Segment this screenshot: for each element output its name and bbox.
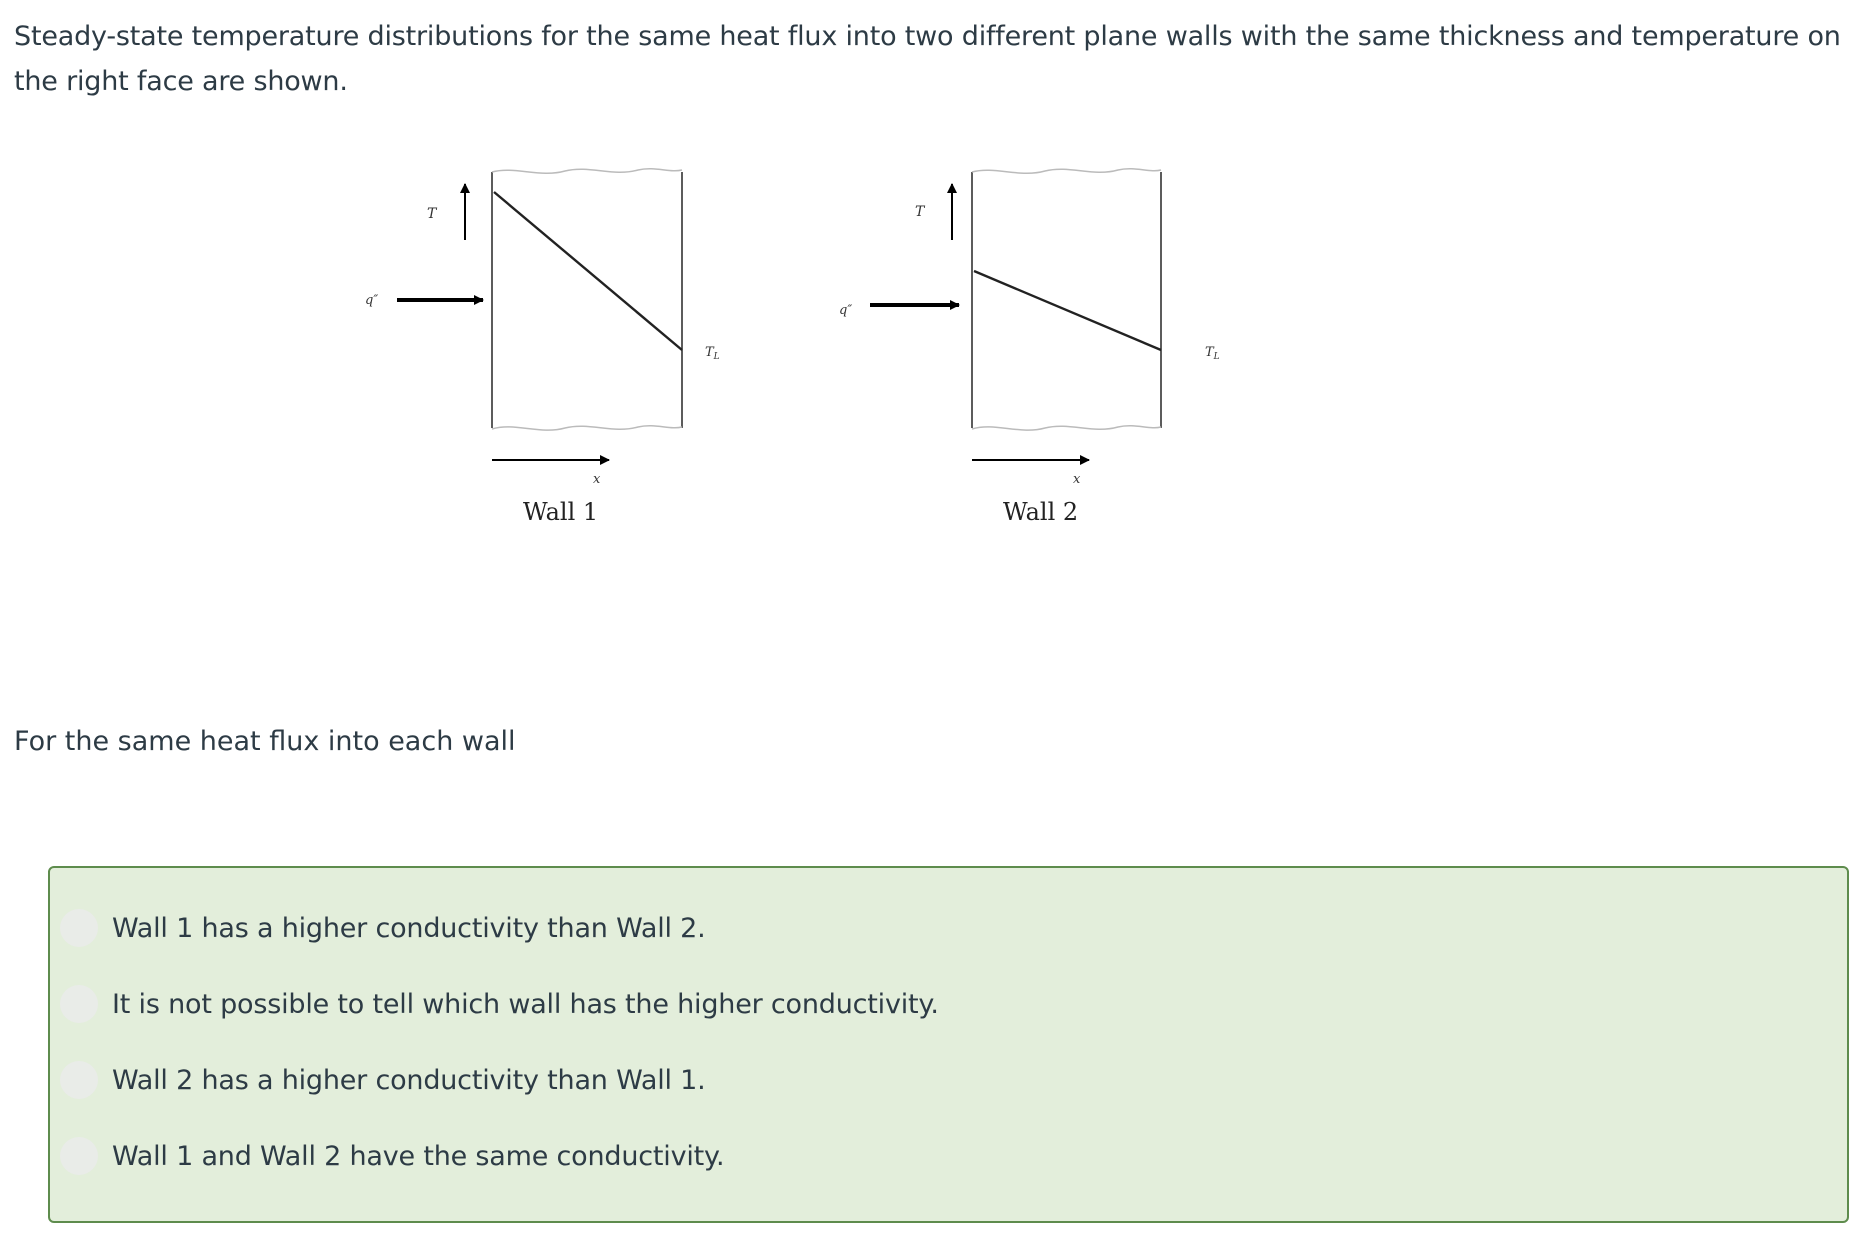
- wall-1-caption: Wall 1: [523, 498, 599, 526]
- wall-2-x-axis-label: x: [1073, 472, 1081, 487]
- wall-1-temperature-profile: [494, 192, 682, 350]
- wall-2-temperature-profile: [974, 271, 1161, 350]
- question-text: Steady-state temperature distributions for the same heat flux into two different plane walls with the same thickness and temperature on the right face are shown.: [14, 21, 1841, 97]
- answer-option-2-label[interactable]: It is not possible to tell which wall has the higher conductivity.: [112, 988, 939, 1020]
- wall-2-top-break: [972, 169, 1161, 174]
- wall-2-heat-flux-label: q″: [839, 303, 853, 318]
- answer-option-4-radio[interactable]: [60, 1137, 98, 1175]
- wall-1-bottom-break: [492, 426, 682, 430]
- answer-option-3[interactable]: [60, 1052, 706, 1108]
- question-prompt: For the same heat flux into each wall: [14, 726, 516, 757]
- wall-1-right-temp-label: $T_L$: [705, 345, 720, 362]
- answer-option-3-radio[interactable]: [60, 1061, 98, 1099]
- answer-option-3-label[interactable]: Wall 2 has a higher conductivity than Wall 1.: [112, 1064, 706, 1096]
- wall-1-top-break: [492, 169, 682, 174]
- wall-1-t-axis-label: T: [427, 206, 437, 222]
- answer-option-4-label[interactable]: Wall 1 and Wall 2 have the same conductivity.: [112, 1140, 725, 1172]
- wall-1-heat-flux-label: q″: [365, 293, 379, 308]
- wall-1-diagram: [365, 169, 720, 526]
- answer-option-4[interactable]: [60, 1128, 724, 1184]
- answer-option-1-label[interactable]: Wall 1 has a higher conductivity than Wall 2.: [112, 912, 706, 944]
- answer-option-1[interactable]: [60, 900, 706, 956]
- wall-2-caption: Wall 2: [1003, 498, 1079, 526]
- wall-2-diagram: [839, 169, 1220, 526]
- answer-option-2[interactable]: [60, 976, 939, 1032]
- wall-2-right-temp-label: $T_L$: [1205, 345, 1220, 362]
- answer-choices-box: [48, 866, 1849, 1223]
- wall-2-bottom-break: [972, 426, 1161, 430]
- wall-diagrams-svg: [355, 150, 1525, 650]
- answer-option-1-radio[interactable]: [60, 909, 98, 947]
- answer-option-2-radio[interactable]: [60, 985, 98, 1023]
- wall-2-t-axis-label: T: [915, 204, 925, 220]
- wall-diagrams-figure: [355, 150, 1525, 650]
- wall-1-x-axis-label: x: [593, 472, 601, 487]
